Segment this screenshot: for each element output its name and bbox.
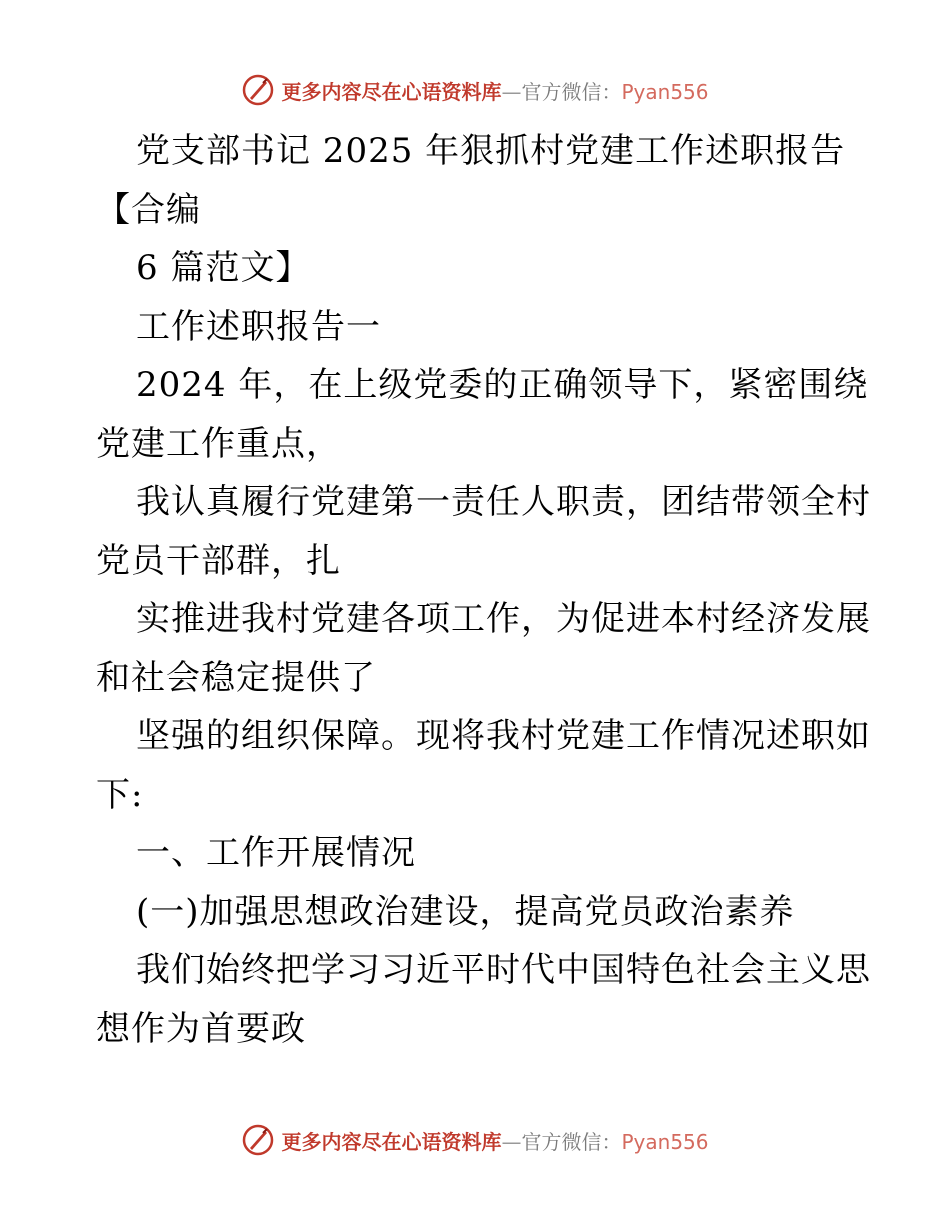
watermark-separator: — [501, 1129, 522, 1154]
watermark-account: Pyan556 [621, 1129, 709, 1154]
watermark-main: 更多内容尽在心语资料库 [281, 79, 502, 104]
body-line: 6 篇范文】 [136, 248, 311, 288]
quill-circle-logo-icon [241, 1123, 275, 1157]
body-line: 实推进我村党建各项工作，为促进本村经济发展 [136, 599, 871, 639]
watermark-main: 更多内容尽在心语资料库 [281, 1129, 502, 1154]
watermark-account: Pyan556 [621, 79, 709, 104]
footer-watermark [0, 1120, 950, 1160]
body-line: 2024 年，在上级党委的正确领导下，紧密围绕 [136, 365, 869, 405]
body-line: (一)加强思想政治建设，提高党员政治素养 [136, 891, 795, 932]
watermark-separator: — [501, 79, 522, 104]
watermark-group [241, 1123, 708, 1157]
document-body [96, 122, 871, 1058]
body-line: 工作述职报告一 [136, 306, 381, 347]
body-line: 我认真履行党建第一责任人职责，团结带领全村 [136, 482, 871, 522]
body-line: 党员干部群，扎 [96, 540, 341, 581]
watermark-label: 官方微信： [521, 1129, 622, 1154]
body-line: 党支部书记 2025 年狠抓村党建工作述职报告 [136, 131, 846, 171]
body-line: 想作为首要政 [96, 1008, 306, 1049]
body-line: 【合编 [96, 189, 201, 230]
watermark-group [241, 73, 708, 107]
body-line: 和社会稳定提供了 [96, 657, 376, 698]
body-line: 党建工作重点， [96, 423, 341, 464]
body-line: 坚强的组织保障。现将我村党建工作情况述职如 [136, 716, 871, 756]
body-line: 下: [96, 774, 144, 815]
watermark-text [281, 1126, 708, 1155]
body-line: 一、工作开展情况 [136, 833, 416, 873]
watermark-label: 官方微信： [521, 79, 622, 104]
header-watermark [0, 70, 950, 110]
watermark-text [281, 76, 708, 105]
quill-circle-logo-icon [241, 73, 275, 107]
body-line: 我们始终把学习习近平时代中国特色社会主义思 [136, 950, 871, 990]
